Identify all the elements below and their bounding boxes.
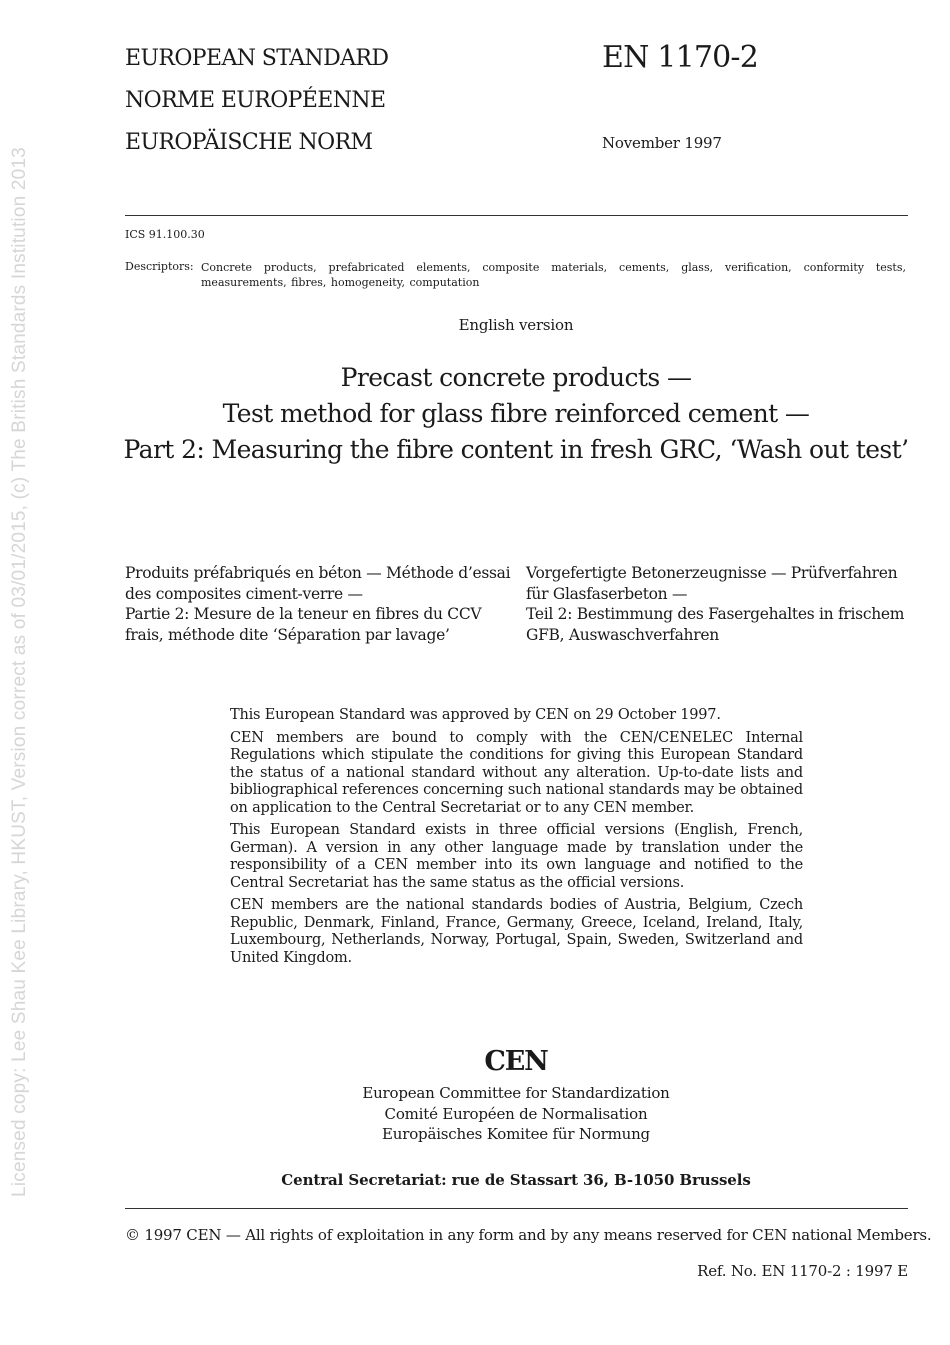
header-divider: [125, 215, 908, 216]
reference-number: Ref. No. EN 1170-2 : 1997 E: [697, 1262, 908, 1280]
approval-paragraph: This European Standard was approved by CEN on 29 October 1997.: [230, 707, 721, 723]
standard-number: EN 1170-2: [602, 40, 759, 75]
cen-names: [0, 1083, 950, 1145]
footer-divider: [125, 1208, 908, 1209]
version-label: English version: [458, 316, 574, 334]
french-title: [125, 563, 515, 645]
title-line-3: Part 2: Measuring the fibre content in fresh GRC, ‘Wash out test’: [123, 435, 909, 464]
versions-paragraph: This European Standard exists in three official versions (English, French, German). A version in any other language made by translation under the responsibility of a CEN member into its own language and notified to the Central Secretariat has the same status as the official versions.: [230, 822, 803, 891]
standard-name-de: EUROPÄISCHE NORM: [125, 130, 373, 155]
french-title-line-2: Partie 2: Mesure de la teneur en fibres du CCV frais, méthode dite ‘Séparation par lavage’: [125, 605, 482, 644]
descriptors-label: Descriptors:: [125, 260, 194, 273]
copyright-notice: © 1997 CEN — All rights of exploitation in any form and by any means reserved for CEN national Members.: [125, 1226, 932, 1244]
members-paragraph: CEN members are the national standards bodies of Austria, Belgium, Czech Republic, Denmark, Finland, France, Germany, Greece, Iceland, Ireland, Italy, Luxembourg, Netherlands, Norway, Portugal, Spain, Sweden, Switzerland and United Kingdom.: [230, 897, 803, 966]
ics-code: ICS 91.100.30: [125, 228, 205, 241]
cen-name-fr: Comité Européen de Normalisation: [384, 1104, 648, 1123]
french-title-line-1: Produits préfabriqués en béton — Méthode d’essai des composites ciment-verre —: [125, 564, 511, 603]
standard-name-en: EUROPEAN STANDARD: [125, 46, 389, 71]
license-watermark: Licensed copy: Lee Shau Kee Library, HKUST, Version correct as of 03/01/2015, (c) The British Standards Institution 2013: [9, 147, 30, 1197]
german-title-line-1: Vorgefertigte Betonerzeugnisse — Prüfverfahren für Glasfaserbeton —: [526, 564, 898, 603]
cen-name-en: European Committee for Standardization: [362, 1084, 670, 1102]
cen-logo: CEN: [484, 1046, 548, 1077]
document-title: [100, 360, 932, 468]
central-secretariat: Central Secretariat: rue de Stassart 36, B-1050 Brussels: [281, 1171, 751, 1189]
german-title-line-2: Teil 2: Bestimmung des Fasergehaltes in frischem GFB, Auswaschverfahren: [526, 605, 905, 644]
standard-name-fr: NORME EUROPÉENNE: [125, 88, 386, 113]
german-title: [526, 563, 916, 645]
publication-date: November 1997: [602, 134, 722, 152]
title-line-1: Precast concrete products —: [340, 363, 692, 392]
regulations-paragraph: CEN members are bound to comply with the CEN/CENELEC Internal Regulations which stipulate the conditions for giving this European Standard the status of a national standard without any alteration. Up-to-date lists and bibliographical references concerning such national standards may be obtained on application to the Central Secretariat or to any CEN member.: [230, 729, 803, 816]
title-line-2: Test method for glass fibre reinforced cement —: [222, 399, 810, 428]
descriptors-text: Concrete products, prefabricated elements, composite materials, cements, glass, verification, conformity tests, measurements, fibres, homogeneity, computation: [201, 261, 906, 289]
approval-notice: [230, 707, 803, 972]
cen-name-de: Europäisches Komitee für Normung: [382, 1125, 650, 1143]
